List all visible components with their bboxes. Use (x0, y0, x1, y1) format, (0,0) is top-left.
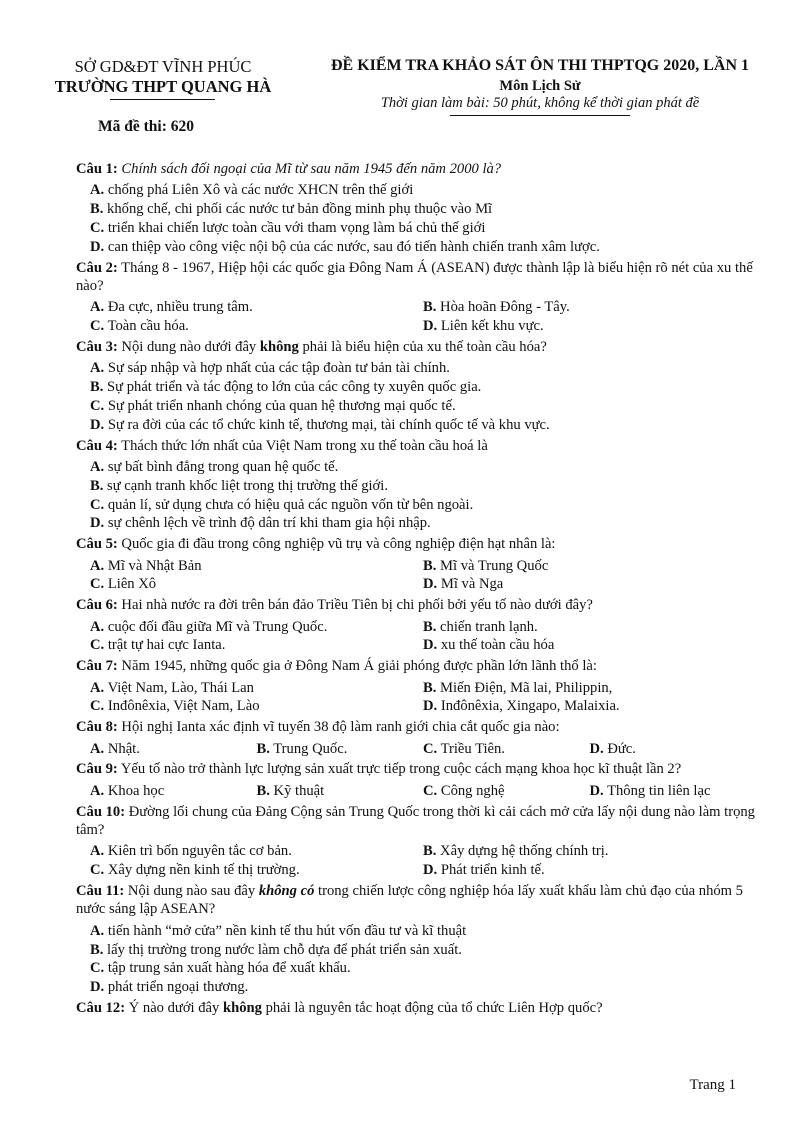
option-letter: C. (90, 576, 105, 593)
question-text: Năm 1945, những quốc gia ở Đông Nam Á giải phóng được phần lớn lãnh thổ là: (121, 658, 597, 675)
answer-options (76, 679, 756, 717)
question (76, 160, 756, 257)
option-text: Phát triển kinh tế. (440, 862, 545, 879)
question-number: Câu 1: (76, 161, 118, 177)
option-text: Xây dựng nền kinh tế thị trường. (107, 862, 300, 879)
option-text: sự bất bình đẳng trong quan hệ quốc tế. (107, 459, 339, 475)
option-row (76, 575, 756, 594)
option-letter: C. (90, 637, 105, 654)
option-letter: B. (256, 740, 270, 757)
question-stem (76, 803, 756, 840)
answer-option[interactable] (90, 842, 423, 861)
option-text: Đức. (607, 740, 636, 757)
question-number: Câu 12: (76, 1000, 126, 1016)
question (76, 338, 756, 435)
answer-options (76, 359, 756, 434)
question-stem (76, 718, 756, 736)
page-number: Trang 1 (689, 1077, 736, 1093)
answer-option[interactable] (76, 200, 756, 219)
question-stem (76, 259, 756, 296)
option-letter: B. (423, 843, 437, 860)
question-number: Câu 11: (76, 883, 125, 899)
option-letter: B. (423, 679, 437, 696)
option-letter: C. (90, 398, 105, 414)
answer-option[interactable] (423, 618, 756, 637)
school-underline (110, 99, 215, 100)
option-letter: B. (256, 782, 270, 799)
option-text: Xây dựng hệ thống chính trị. (440, 843, 609, 860)
option-text: lấy thị trường trong nước làm chỗ dựa để phát triển sản xuất. (107, 941, 462, 958)
question-stem (76, 999, 756, 1017)
option-letter: B. (90, 201, 104, 218)
answer-option[interactable] (423, 317, 756, 336)
question-number: Câu 2: (76, 259, 118, 276)
option-letter: C. (90, 862, 105, 879)
question-text: phải là biểu hiện của xu thế toàn cầu hóa? (298, 339, 547, 355)
option-letter: C. (90, 960, 105, 977)
answer-option[interactable] (90, 298, 423, 317)
option-text: Mĩ và Nga (440, 576, 504, 593)
option-row (76, 697, 756, 716)
answer-option[interactable] (76, 959, 756, 978)
option-letter: C. (423, 740, 438, 757)
question-number: Câu 3: (76, 339, 118, 355)
option-text: Kỹ thuật (273, 782, 325, 799)
question (76, 596, 756, 655)
question-text: phải là nguyên tắc hoạt động của tổ chức Liên Hợp quốc? (261, 1000, 603, 1016)
option-letter: A. (90, 182, 105, 199)
question (76, 718, 756, 758)
option-letter: A. (90, 740, 105, 757)
option-text: Inđônêxia, Xingapo, Malaixia. (440, 698, 620, 715)
option-letter: C. (90, 220, 105, 236)
answer-options (76, 782, 756, 801)
option-letter: D. (90, 979, 105, 996)
question (76, 999, 756, 1017)
question-text: Đường lối chung của Đảng Cộng sản Trung Quốc trong thời kì cải cách mở cửa lấy nội dung nào làm trọng tâm? (76, 803, 755, 838)
option-letter: A. (90, 360, 105, 377)
option-row (76, 740, 756, 759)
option-row (76, 298, 756, 317)
answer-option[interactable] (423, 298, 756, 317)
question-stem (76, 882, 756, 919)
option-letter: A. (90, 782, 105, 799)
subject-name: Môn Lịch Sử (499, 78, 581, 94)
answer-option[interactable] (90, 697, 423, 716)
answer-option[interactable] (423, 842, 756, 861)
question-stem (76, 160, 756, 178)
option-text: chiến tranh lạnh. (440, 618, 538, 635)
question-text: trong chiến lược công nghiệp hóa lấy xuất khẩu làm chủ đạo của nhóm 5 nước sáng lập ASEAN? (76, 883, 743, 918)
exam-time: Thời gian làm bài: 50 phút, không kể thời gian phát đề (380, 95, 700, 111)
answer-options (76, 842, 756, 880)
exam-code: Mã đề thi: 620 (98, 118, 195, 135)
question-number: Câu 9: (76, 761, 118, 778)
option-row (76, 317, 756, 336)
question (76, 535, 756, 594)
option-text: Mĩ và Nhật Bản (107, 557, 202, 574)
answer-option[interactable] (76, 514, 756, 533)
answer-option[interactable] (423, 679, 756, 698)
question-emphasis: không có (258, 883, 315, 899)
answer-option[interactable] (90, 740, 257, 759)
option-text: Liên Xô (107, 576, 157, 593)
question-number: Câu 4: (76, 437, 118, 454)
option-text: tiến hành “mở cửa” nền kinh tế thu hút vốn đầu tư và kĩ thuật (107, 922, 467, 939)
option-text: sự chênh lệch về trình độ dân trí khi tham gia hội nhập. (107, 515, 431, 532)
question (76, 437, 756, 534)
question (76, 259, 756, 336)
question-stem (76, 437, 756, 455)
option-letter: D. (423, 637, 438, 654)
option-letter: D. (589, 740, 604, 757)
option-text: Mĩ và Trung Quốc (440, 557, 549, 574)
option-letter: B. (90, 379, 104, 396)
option-letter: C. (90, 496, 105, 513)
answer-options (76, 922, 756, 997)
question (76, 882, 756, 997)
option-letter: D. (423, 862, 438, 879)
question-text: Nội dung nào dưới đây (121, 339, 260, 355)
question (76, 657, 756, 716)
answer-option[interactable] (76, 181, 756, 200)
option-text: Nhật. (107, 740, 140, 757)
question-list (76, 158, 756, 1017)
option-letter: A. (90, 679, 105, 696)
option-letter: A. (90, 459, 105, 475)
option-text: tập trung sản xuất hàng hóa để xuất khẩu. (107, 960, 351, 977)
option-text: Thông tin liên lạc (607, 782, 711, 799)
question-stem (76, 657, 756, 675)
option-text: trật tự hai cực Ianta. (107, 637, 226, 654)
answer-option[interactable] (76, 416, 756, 435)
question-stem (76, 596, 756, 614)
question-number: Câu 6: (76, 597, 118, 614)
option-text: Đa cực, nhiều trung tâm. (107, 299, 253, 316)
answer-options (76, 557, 756, 595)
option-text: khống chế, chi phối các nước tư bản đồng minh phụ thuộc vào Mĩ (107, 201, 493, 218)
option-text: Việt Nam, Lào, Thái Lan (107, 679, 254, 696)
option-text: Triều Tiên. (440, 740, 505, 757)
option-letter: A. (90, 843, 105, 860)
option-text: sự cạnh tranh khốc liệt trong thị trường thế giới. (107, 477, 388, 494)
answer-option[interactable] (90, 679, 423, 698)
answer-option[interactable] (76, 219, 756, 238)
answer-option[interactable] (76, 496, 756, 515)
answer-option[interactable] (90, 636, 423, 655)
answer-option[interactable] (76, 238, 756, 257)
option-text: chống phá Liên Xô và các nước XHCN trên thế giới (107, 182, 414, 199)
option-letter: D. (90, 416, 105, 433)
answer-option[interactable] (423, 861, 756, 880)
question-stem (76, 760, 756, 778)
option-letter: D. (423, 318, 438, 335)
option-row (76, 636, 756, 655)
option-letter: B. (423, 618, 437, 635)
answer-option[interactable] (76, 922, 756, 941)
option-text: quản lí, sử dụng chưa có hiệu quả các nguồn vốn từ bên ngoài. (107, 496, 474, 513)
option-row (76, 842, 756, 861)
question-stem (76, 338, 756, 356)
option-letter: A. (90, 557, 105, 574)
answer-options (76, 618, 756, 656)
answer-option[interactable] (590, 740, 757, 759)
question-text: Quốc gia đi đầu trong công nghiệp vũ trụ và công nghiệp điện hạt nhân là: (121, 536, 556, 553)
option-text: Toàn cầu hóa. (107, 318, 189, 335)
answer-option[interactable] (90, 861, 423, 880)
option-text: phát triển ngoại thương. (107, 979, 249, 996)
option-text: Trung Quốc. (273, 740, 348, 757)
option-text: Sự sáp nhập và hợp nhất của các tập đoàn tư bản tài chính. (107, 360, 450, 377)
answer-option[interactable] (90, 575, 423, 594)
question-text: Thách thức lớn nhất của Việt Nam trong xu thế toàn cầu hoá là (121, 437, 488, 454)
question-text: Ý nào dưới đây (128, 1000, 223, 1016)
question-text: Hội nghị Ianta xác định vĩ tuyến 38 độ làm ranh giới chia cắt quốc gia nào: (121, 719, 560, 736)
option-row (76, 861, 756, 880)
question-stem (76, 535, 756, 553)
question-emphasis: không (259, 339, 299, 355)
option-letter: D. (589, 782, 604, 799)
option-text: xu thế toàn cầu hóa (440, 637, 555, 654)
answer-option[interactable] (76, 978, 756, 997)
question-number: Câu 8: (76, 719, 118, 736)
option-letter: C. (90, 318, 105, 335)
option-row (76, 557, 756, 576)
answer-options (76, 458, 756, 533)
option-letter: D. (423, 576, 438, 593)
answer-option[interactable] (423, 557, 756, 576)
option-letter: C. (423, 782, 438, 799)
option-text: triển khai chiến lược toàn cầu với tham vọng làm bá chủ thế giới (107, 220, 486, 236)
answer-options (76, 740, 756, 759)
option-letter: B. (90, 941, 104, 958)
time-underline (450, 115, 630, 116)
answer-option[interactable] (76, 941, 756, 960)
answer-option[interactable] (423, 697, 756, 716)
question-number: Câu 10: (76, 803, 126, 820)
option-text: Công nghệ (440, 782, 505, 799)
option-letter: B. (423, 557, 437, 574)
answer-option[interactable] (257, 740, 424, 759)
question-number: Câu 7: (76, 658, 118, 675)
answer-option[interactable] (90, 782, 257, 801)
answer-option[interactable] (76, 477, 756, 496)
option-letter: B. (423, 299, 437, 316)
answer-option[interactable] (423, 740, 590, 759)
answer-option[interactable] (76, 359, 756, 378)
answer-option[interactable] (590, 782, 757, 801)
option-row (76, 679, 756, 698)
answer-option[interactable] (76, 397, 756, 416)
answer-option[interactable] (90, 317, 423, 336)
option-letter: C. (90, 698, 105, 715)
option-letter: D. (90, 515, 105, 532)
option-row (76, 782, 756, 801)
department-name: SỞ GD&ĐT VĨNH PHÚC (74, 57, 252, 76)
exam-title: ĐỀ KIỂM TRA KHẢO SÁT ÔN THI THPTQG 2020, LẦN 1 (330, 57, 749, 74)
answer-option[interactable] (423, 782, 590, 801)
answer-option[interactable] (90, 557, 423, 576)
option-text: Sự phát triển nhanh chóng của quan hệ thương mại quốc tế. (107, 398, 456, 414)
option-letter: B. (90, 477, 104, 494)
option-text: Miến Điện, Mã lai, Philippin, (440, 679, 613, 696)
option-letter: D. (90, 238, 105, 255)
school-name: TRƯỜNG THPT QUANG HÀ (54, 77, 272, 96)
answer-option[interactable] (76, 378, 756, 397)
question (76, 803, 756, 880)
option-letter: A. (90, 299, 105, 316)
question-text: Chính sách đối ngoại của Mĩ từ sau năm 1945 đến năm 2000 là? (121, 161, 502, 177)
option-text: can thiệp vào công việc nội bộ của các nước, sau đó tiến hành chiến tranh xâm lược. (107, 238, 600, 255)
option-text: Liên kết khu vực. (440, 318, 544, 335)
answer-option[interactable] (257, 782, 424, 801)
question-text: Nội dung nào sau đây (127, 883, 259, 899)
exam-header (0, 0, 794, 150)
option-text: Hòa hoãn Đông - Tây. (440, 299, 570, 316)
answer-options (76, 298, 756, 336)
option-letter: A. (90, 922, 105, 939)
answer-option[interactable] (90, 618, 423, 637)
answer-option[interactable] (76, 458, 756, 477)
option-text: Sự ra đời của các tổ chức kinh tế, thương mại, tài chính quốc tế và khu vực. (107, 416, 550, 433)
option-text: cuộc đối đầu giữa Mĩ và Trung Quốc. (107, 618, 328, 635)
option-text: Kiên trì bốn nguyên tắc cơ bản. (107, 843, 292, 860)
option-row (76, 618, 756, 637)
question-number: Câu 5: (76, 536, 118, 553)
option-text: Sự phát triển và tác động to lớn của các công ty xuyên quốc gia. (107, 379, 482, 396)
question-text: Tháng 8 - 1967, Hiệp hội các quốc gia Đông Nam Á (ASEAN) được thành lập là biểu hiện rõ nét của xu thế nào? (76, 259, 753, 294)
answer-option[interactable] (423, 575, 756, 594)
answer-options (76, 181, 756, 256)
option-letter: A. (90, 618, 105, 635)
answer-option[interactable] (423, 636, 756, 655)
question-text: Yếu tố nào trở thành lực lượng sản xuất trực tiếp trong cuộc cách mạng khoa học kĩ thuật lần 2? (120, 761, 682, 778)
question (76, 760, 756, 800)
question-emphasis: không (222, 1000, 262, 1016)
option-text: Khoa học (107, 782, 165, 799)
option-letter: D. (423, 698, 438, 715)
option-text: Inđônêxia, Việt Nam, Lào (107, 698, 260, 715)
question-text: Hai nhà nước ra đời trên bán đảo Triều Tiên bị chi phối bởi yếu tố nào dưới đây? (121, 597, 593, 614)
